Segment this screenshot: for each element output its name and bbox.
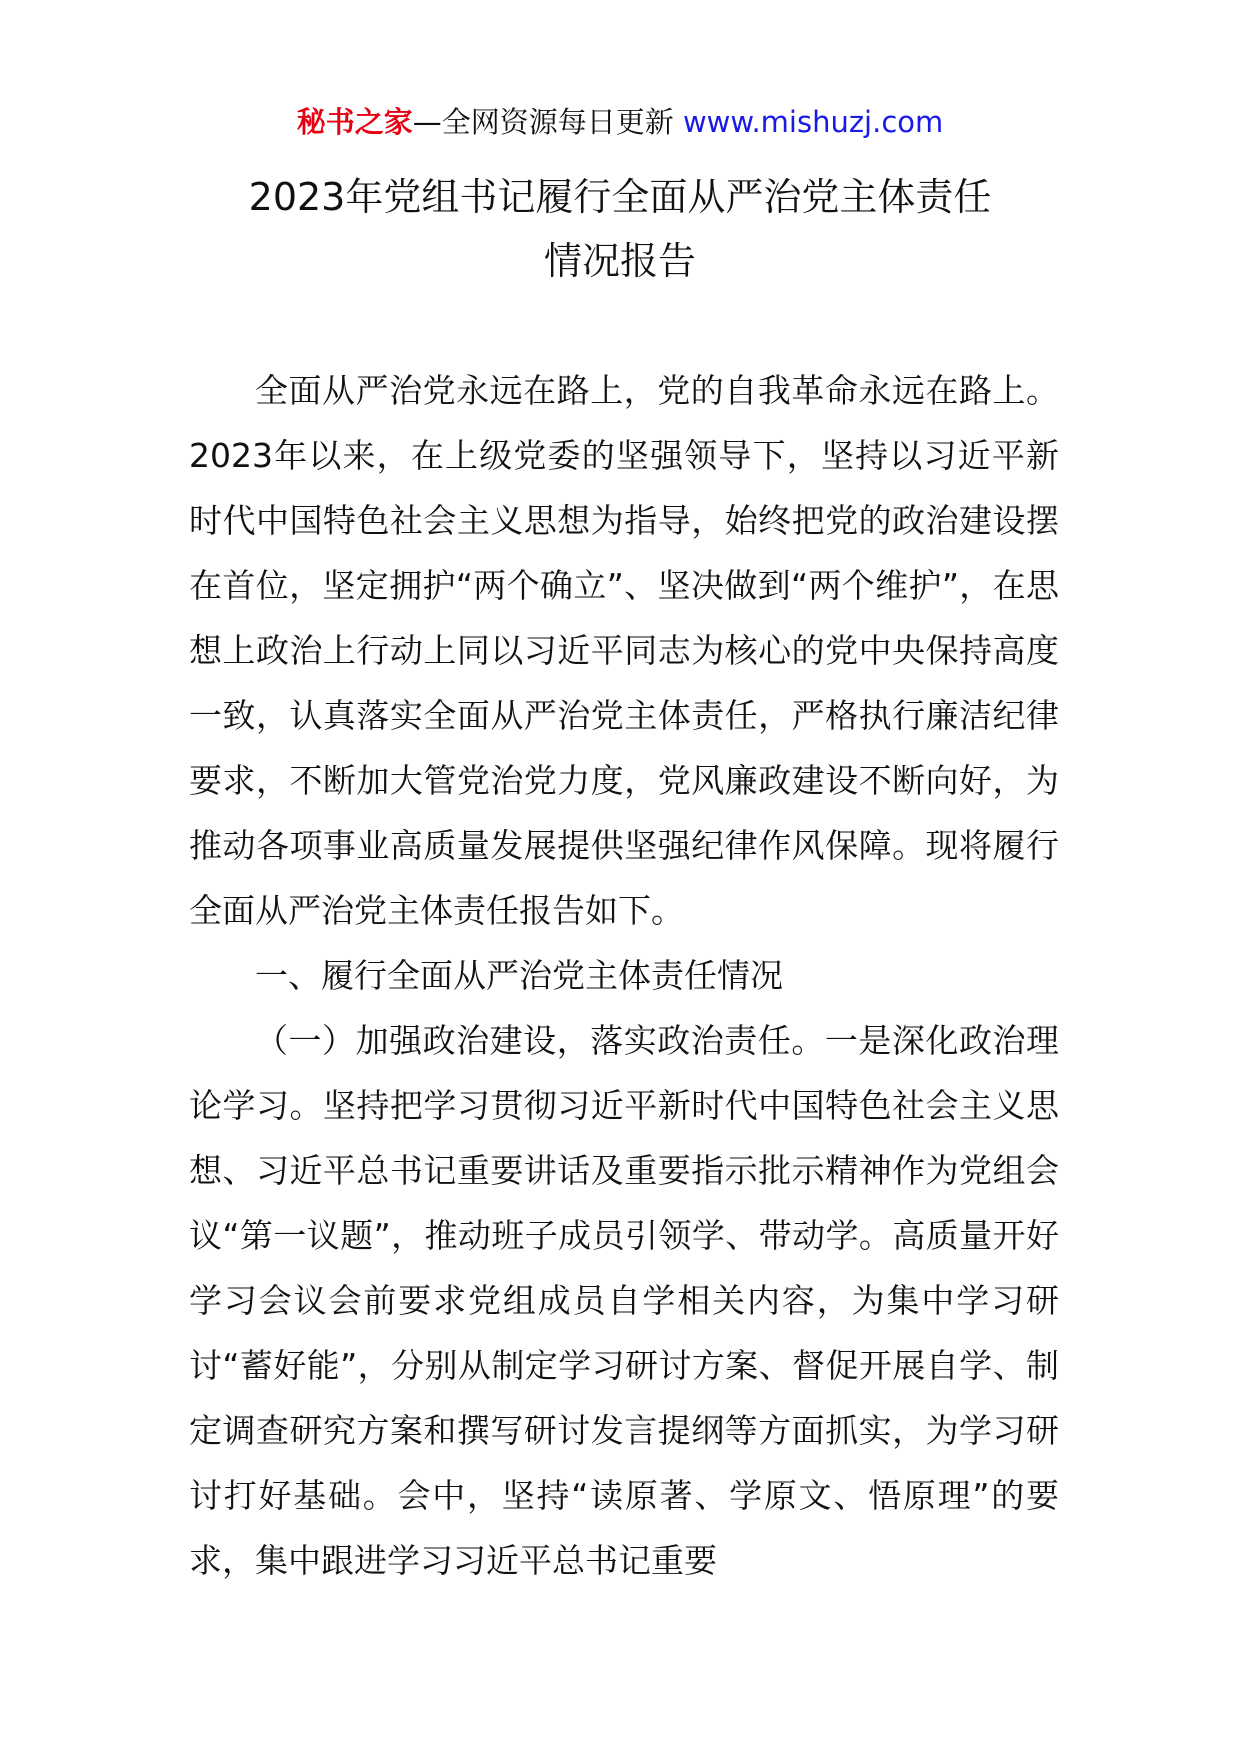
document-title xyxy=(170,165,1070,293)
section-heading-1: 一、履行全面从严治党主体责任情况 xyxy=(255,956,783,995)
header-tagline: —全网资源每日更新 xyxy=(412,105,683,139)
paragraph-subsection-1: （一）加强政治建设，落实政治责任。一是深化政治理论学习。坚持把学习贯彻习近平新时代中国特色社会主义思想、习近平总书记重要讲话及重要指示批示精神作为党组会议“第一议题”，推动班子成员引领学、带动学。高质量开好学习会议会前要求党组成员自学相关内容，为集中学习研讨“蓄好能”，分别从制定学习研讨方案、督促开展自学、制定调查研究方案和撰写研讨发言提纲等方面抓实，为学习研讨打好基础。会中，坚持“读原著、学原文、悟原理”的要求，集中跟进学习习近平总书记重要 xyxy=(189,1021,1059,1580)
document-body xyxy=(189,358,1059,1593)
header-url[interactable]: www.mishuzj.com xyxy=(682,105,944,139)
watermark-header xyxy=(0,102,1240,142)
title-line-2: 情况报告 xyxy=(543,239,696,283)
header-brand: 秘书之家 xyxy=(296,105,413,139)
title-line-1: 2023年党组书记履行全面从严治党主体责任 xyxy=(248,175,992,219)
paragraph-intro: 全面从严治党永远在路上，党的自我革命永远在路上。2023年以来，在上级党委的坚强领导下，坚持以习近平新时代中国特色社会主义思想为指导，始终把党的政治建设摆在首位，坚定拥护“两个确立”、坚决做到“两个维护”，在思想上政治上行动上同以习近平同志为核心的党中央保持高度一致，认真落实全面从严治党主体责任，严格执行廉洁纪律要求，不断加大管党治党力度，党风廉政建设不断向好，为推动各项事业高质量发展提供坚强纪律作风保障。现将履行全面从严治党主体责任报告如下。 xyxy=(189,371,1059,930)
